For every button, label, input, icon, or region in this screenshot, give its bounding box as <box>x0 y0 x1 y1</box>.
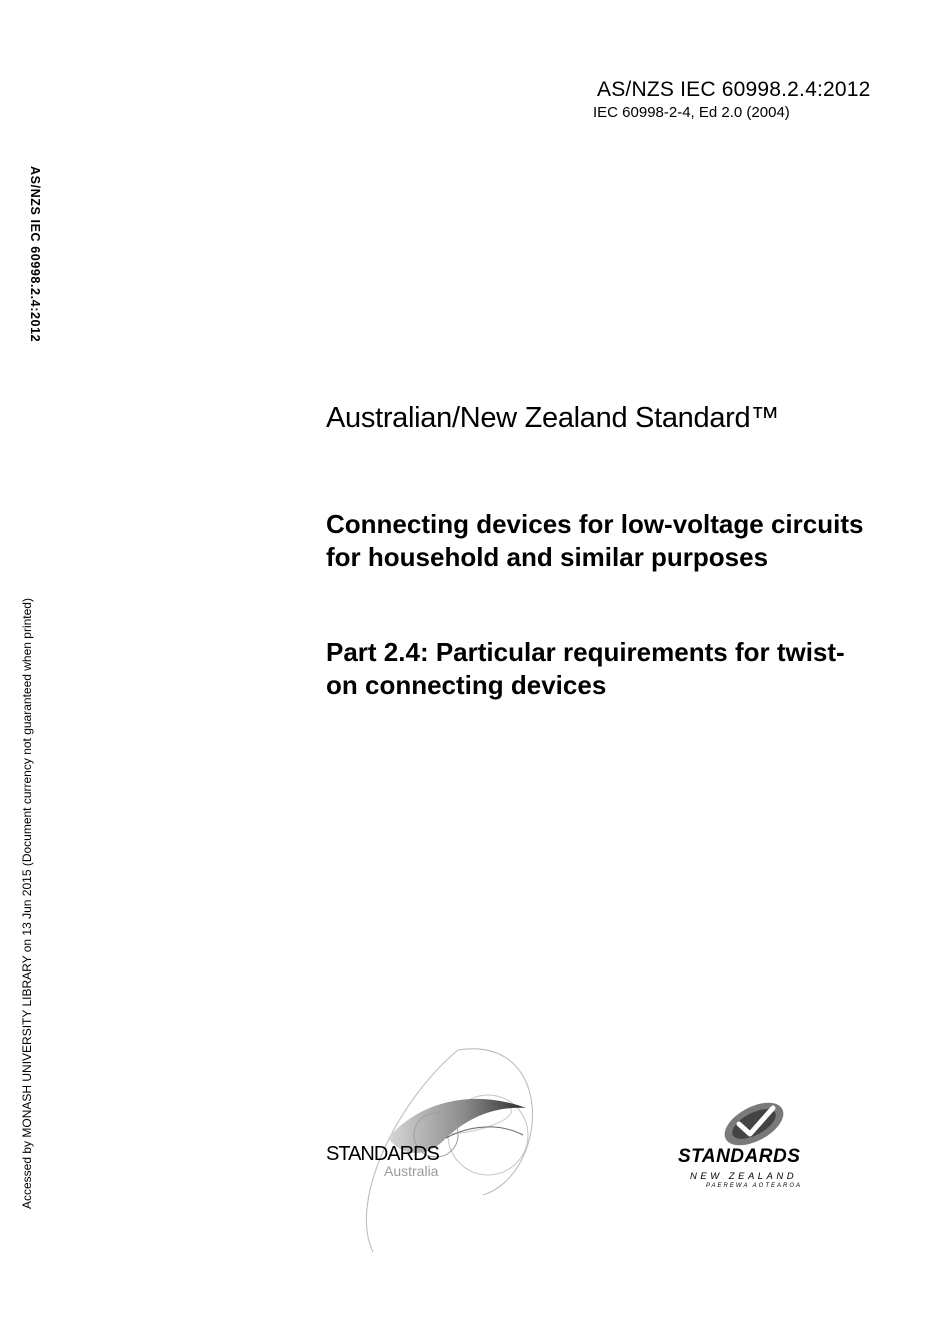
snz-logo-maori: PAEREWA AOTEAROA <box>706 1183 803 1189</box>
sa-logo-word: STANDARDS <box>326 1143 439 1165</box>
document-subtitle: Part 2.4: Particular requirements for twist-on connecting devices <box>326 637 845 700</box>
iec-reference: IEC 60998-2-4, Ed 2.0 (2004) <box>593 104 790 121</box>
snz-logo-word: STANDARDS <box>678 1146 801 1167</box>
series-name: Australian/New Zealand Standard™ <box>326 402 780 434</box>
snz-logo-sub: NEW ZEALAND <box>690 1171 798 1182</box>
document-title: Connecting devices for low-voltage circuits for household and similar purposes <box>326 509 864 572</box>
standards-nz-logo <box>676 1100 826 1195</box>
access-note: Accessed by MONASH UNIVERSITY LIBRARY on 13 Jun 2015 (Document currency not guaranteed when printed) <box>20 598 34 1209</box>
spine-standard-number: AS/NZS IEC 60998.2.4:2012 <box>28 166 42 343</box>
standards-australia-logo <box>318 1040 553 1255</box>
checkmark-oval-icon <box>676 1100 826 1148</box>
sa-logo-sub: Australia <box>384 1163 439 1179</box>
standard-number: AS/NZS IEC 60998.2.4:2012 <box>597 78 871 101</box>
